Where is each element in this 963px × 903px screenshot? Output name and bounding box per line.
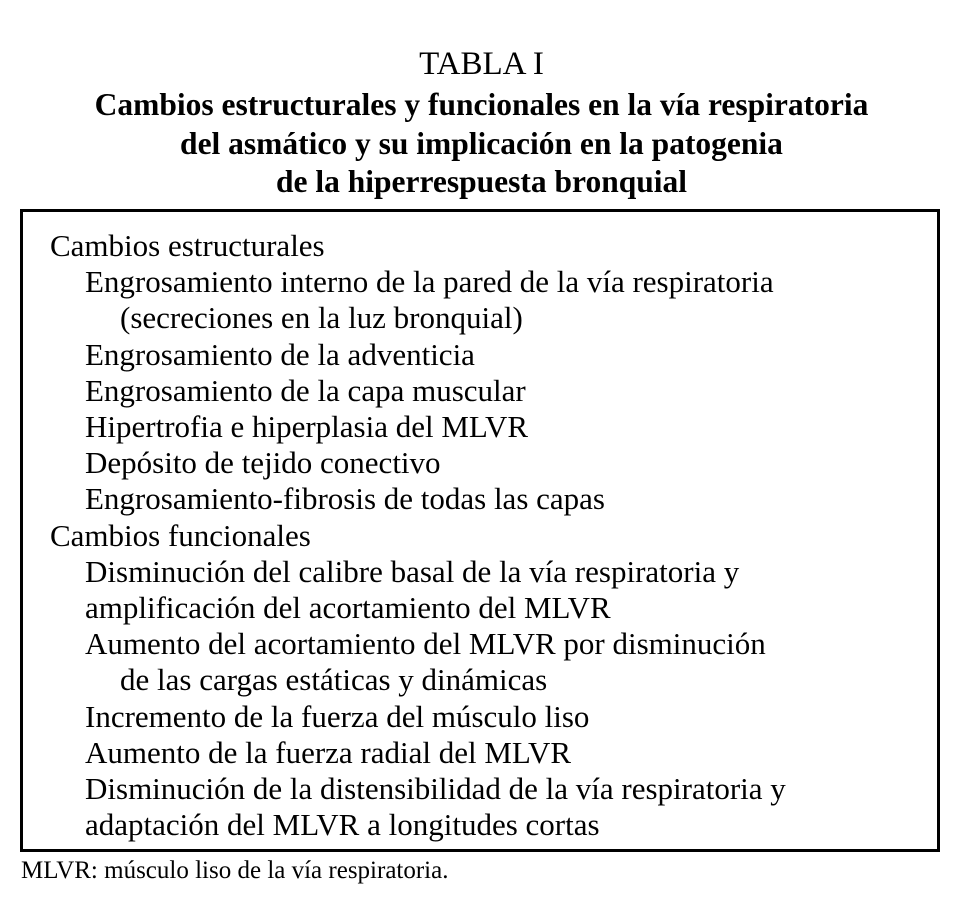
table-title-line: Cambios estructurales y funcionales en la vía respiratoria (94, 87, 869, 122)
table-row: Engrosamiento de la capa muscular (85, 372, 526, 408)
section-heading-functional: Cambios funcionales (50, 517, 311, 553)
section-heading-structural: Cambios estructurales (50, 228, 325, 263)
table-frame (20, 209, 940, 852)
table-row: adaptación del MLVR a longitudes cortas (85, 807, 600, 843)
table-footnote: MLVR: músculo liso de la vía respiratoria. (21, 857, 449, 884)
table-row: Engrosamiento interno de la pared de la vía respiratoria (85, 264, 774, 300)
table-row: Hipertrofia e hiperplasia del MLVR (85, 409, 529, 445)
table-title-line: del asmático y su implicación en la patogenia (180, 125, 783, 161)
table-row: Aumento de la fuerza radial del MLVR (85, 734, 572, 770)
table-row: Engrosamiento-fibrosis de todas las capas (85, 481, 605, 517)
table-title (0, 86, 963, 202)
table-row: Engrosamiento de la adventicia (85, 336, 475, 372)
table-row: Depósito de tejido conectivo (85, 445, 441, 481)
table-row: Disminución de la distensibilidad de la vía respiratoria y (85, 771, 786, 807)
table-row-continuation: (secreciones en la luz bronquial) (120, 300, 523, 336)
table-label: TABLA I (419, 46, 544, 82)
table-row: Incremento de la fuerza del músculo liso (85, 698, 590, 734)
table-title-line: de la hiperrespuesta bronquial (275, 164, 688, 199)
table-body (50, 228, 937, 843)
table-row: Aumento del acortamiento del MLVR por disminución (85, 626, 766, 662)
table-row-continuation: de las cargas estáticas y dinámicas (120, 662, 548, 698)
table-row: amplificación del acortamiento del MLVR (85, 590, 611, 626)
table-row: Disminución del calibre basal de la vía respiratoria y (85, 553, 740, 589)
